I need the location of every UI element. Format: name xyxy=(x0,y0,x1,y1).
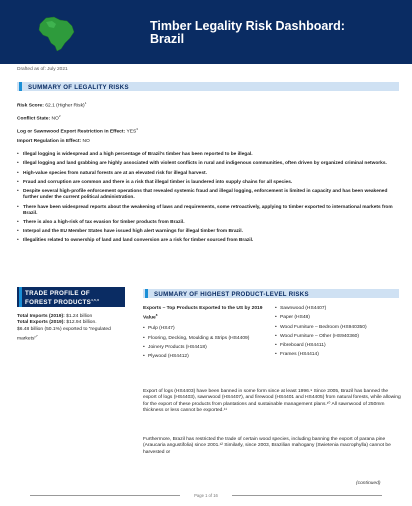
list-item: • Interpol and the EU Member States have issued high alert warnings for illegal timber from Brazil. xyxy=(17,229,399,235)
conflict-state-value: NO xyxy=(51,116,59,122)
section-legality-risks xyxy=(17,82,399,91)
section-heading: SUMMARY OF LEGALITY RISKS xyxy=(28,83,129,91)
list-item: • Despite several high-profile enforcement operations that revealed systemic fraud and illegal logging, enforcement is limited in capacity and has been weakened further under the current political administration. xyxy=(17,189,399,201)
list-item: • High-value species from natural forests are at an elevated risk for illegal harvest. xyxy=(17,171,399,177)
conflict-state-label: Conflict State: xyxy=(17,116,51,122)
import-regulation-label: Import Regulation in Effect: xyxy=(17,139,82,144)
list-item: • Sawnwood (HS4407) xyxy=(275,306,400,312)
page-header xyxy=(0,0,412,64)
trade-profile-text xyxy=(17,314,127,343)
section-accent-mark xyxy=(19,287,22,307)
product-intro xyxy=(143,306,263,322)
imports-value: $1.24 billion xyxy=(66,314,93,319)
drafted-date: Drafted as of: July 2021 xyxy=(17,67,68,72)
page-title xyxy=(150,20,345,46)
section-accent-mark xyxy=(145,289,148,298)
species-restriction-paragraph: Furthermore, Brazil has restricted the trade of certain wood species, including banning the export of parana pine (Araucaria angustifolia) since 2001.¹² Similarly, since 2003, Brazilian mahogany (Swietenia macrophylla) cannot be harvested or xyxy=(143,437,391,455)
product-list-col-2 xyxy=(275,306,400,362)
footnote-ref: 7 xyxy=(36,333,38,338)
product-intro-text: Exports – Top Products Exported to the US by 2019 Value xyxy=(143,306,263,321)
list-item: • Illegal logging and land grabbing are highly associated with violent conflicts in rural and indigenous communities, often driven by organized criminal networks. xyxy=(17,161,399,167)
list-item: • Paper (HS48) xyxy=(275,315,400,321)
footnote-ref: 8 xyxy=(155,313,158,318)
footnote-ref: 2 xyxy=(58,114,61,118)
product-list-col-1 xyxy=(143,306,263,363)
section-trade-profile xyxy=(17,287,125,307)
footnote-ref: 3 xyxy=(136,127,138,131)
legality-risk-bullets xyxy=(17,152,399,248)
export-restriction-value: YES xyxy=(126,129,137,135)
exports-note xyxy=(17,327,127,343)
footnote-ref: 1 xyxy=(84,101,87,105)
exports-note-text: $6.48 billion (50.1%) exported to “regulated markets” xyxy=(17,326,111,342)
list-item: • There have been widespread reports about the weakening of laws and requirements, some retroactively, applying to timber exported to international markets from Brazil. xyxy=(17,205,399,217)
conflict-state-line xyxy=(17,113,61,123)
title-line-2: Brazil xyxy=(150,32,185,46)
export-restriction-line xyxy=(17,126,138,136)
footnote-ref: 4,5,6 xyxy=(91,298,100,302)
section-heading xyxy=(25,290,99,306)
list-item: • Wood Furniture – Other (HS940360) xyxy=(275,334,400,340)
section-product-risks xyxy=(143,289,399,298)
list-item: • Joinery Products (HS4418) xyxy=(143,345,263,351)
risk-score-line xyxy=(17,100,86,110)
list-item: • Illegal logging is widespread and a high percentage of Brazil's timber has been reported to be illegal. xyxy=(17,152,399,158)
list-item: • Illegalities related to ownership of land and land conversion are a risk for timber sourced from Brazil. xyxy=(17,238,399,244)
title-line-1: Timber Legality Risk Dashboard: xyxy=(150,19,345,33)
brazil-map-icon xyxy=(34,10,78,54)
heading-line-2: FOREST PRODUCTS xyxy=(25,299,92,307)
section-heading: SUMMARY OF HIGHEST PRODUCT-LEVEL RISKS xyxy=(154,290,309,298)
risk-score-value: 62.1 (Higher Risk) xyxy=(45,103,85,109)
list-item: • Flooring, Decking, Moulding & Strips (HS4409) xyxy=(143,336,263,342)
exports-value: $12.94 billion. xyxy=(66,320,97,326)
list-item: • Fibreboard (HS4411) xyxy=(275,343,400,349)
continued-label: (continued) xyxy=(356,481,381,486)
export-restriction-label: Log or Sawnwood Export Restriction in Effect: xyxy=(17,129,126,135)
heading-line-1: TRADE PROFILE OF xyxy=(25,290,90,297)
list-item: • Fraud and corruption are common and there is a risk that illegal timber is laundered into supply chains for all species. xyxy=(17,180,399,186)
imports-label: Total Imports (2019): xyxy=(17,314,65,319)
page-number: Page 1 of 16 xyxy=(194,493,218,498)
section-accent-mark xyxy=(19,82,22,91)
risk-score-label: Risk Score: xyxy=(17,103,44,109)
import-regulation-line xyxy=(17,139,90,145)
exports-label: Total Exports (2019): xyxy=(17,320,66,326)
list-item: • Frames (HS4414) xyxy=(275,352,400,358)
export-ban-paragraph: Export of logs (HS4403) have been banned in some form since at least 1996.⁹ Since 2005, Brazil has banned the export of logs (HS4403), sawnwood (HS4407), and firewood (HS4401 and HS4405) from natural forests, while allowing for the export of these products from plantations and sustainable management plans.¹⁰ All sawnwood of 250mm thickness or less cannot be exported.¹¹ xyxy=(143,389,401,413)
list-item: • There is also a high-risk of tax evasion for timber products from Brazil. xyxy=(17,220,399,226)
list-item: • Wood Furniture – Bedroom (HS940350) xyxy=(275,325,400,331)
list-item: • Plywood (HS4412) xyxy=(143,354,263,360)
import-regulation-value: NO xyxy=(82,139,90,144)
list-item: • Pulp (HS47) xyxy=(143,326,263,332)
